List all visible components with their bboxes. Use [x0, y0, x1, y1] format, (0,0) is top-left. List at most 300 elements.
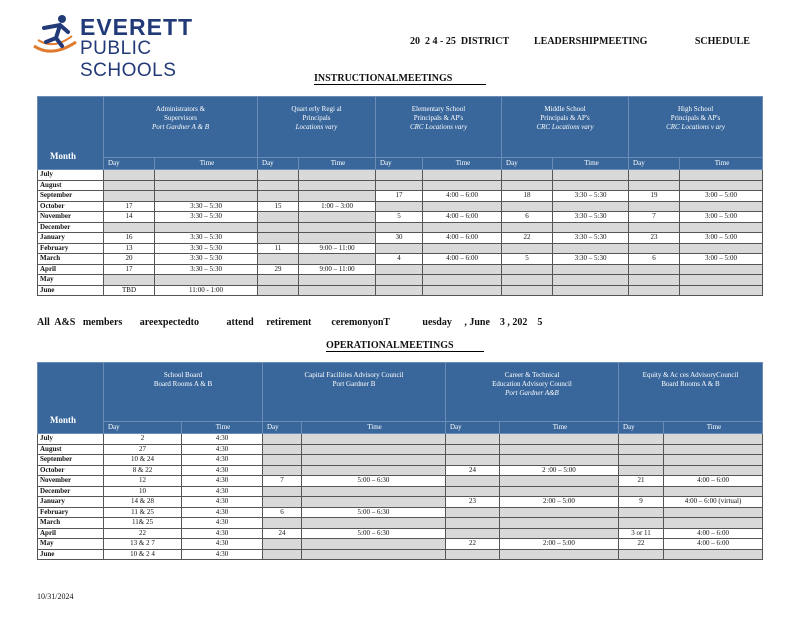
table-row: [38, 201, 763, 212]
day-cell: [629, 201, 680, 212]
day-cell: 6: [502, 212, 553, 223]
retirement-notice: All A&S members areexpectedto attend retirement ceremonyonT uesday , June 3 , 202 5: [37, 317, 543, 328]
day-cell: [263, 486, 302, 497]
time-cell: [553, 285, 629, 296]
day-cell: 19: [629, 191, 680, 202]
subheader-row: [38, 158, 763, 170]
table-row: [38, 465, 763, 476]
month-cell: April: [38, 264, 104, 275]
time-cell: [553, 180, 629, 191]
day-cell: [258, 233, 299, 244]
month-cell: March: [38, 254, 104, 265]
time-cell: [500, 507, 619, 518]
subheader-row: [38, 422, 763, 434]
month-cell: December: [38, 222, 104, 233]
month-cell: June: [38, 285, 104, 296]
logo-line-2: PUBLIC SCHOOLS: [80, 38, 177, 81]
month-cell: January: [38, 233, 104, 244]
time-column-header: Time: [302, 422, 446, 434]
day-cell: 18: [502, 191, 553, 202]
day-cell: 20: [104, 254, 155, 265]
time-cell: 4:00 – 6:00: [664, 539, 763, 550]
day-cell: [263, 518, 302, 529]
day-cell: [619, 507, 664, 518]
day-cell: [619, 455, 664, 466]
group-header-line: Career & Technical: [504, 371, 560, 379]
day-cell: 23: [629, 233, 680, 244]
day-cell: [446, 434, 500, 445]
group-header-line: School Board: [163, 371, 203, 379]
day-cell: 22: [619, 539, 664, 550]
day-cell: 29: [258, 264, 299, 275]
day-cell: [446, 486, 500, 497]
month-cell: May: [38, 275, 104, 286]
time-cell: [553, 170, 629, 181]
day-cell: [619, 465, 664, 476]
runner-logo-icon: [32, 12, 80, 58]
day-cell: [104, 222, 155, 233]
day-cell: 10 & 24: [104, 455, 182, 466]
day-cell: 22: [502, 233, 553, 244]
table-row: [38, 222, 763, 233]
table-row: [38, 434, 763, 445]
time-cell: 3:30 – 5:30: [155, 201, 258, 212]
time-cell: 2:00 – 5:00: [500, 539, 619, 550]
table-row: [38, 539, 763, 550]
time-cell: 9:00 – 11:00: [299, 264, 376, 275]
day-cell: 22: [104, 528, 182, 539]
day-column-header: Day: [104, 158, 155, 170]
day-cell: 27: [104, 444, 182, 455]
day-cell: 8 & 22: [104, 465, 182, 476]
group-header-line: Port Gardner A & B: [151, 123, 210, 131]
day-cell: [376, 243, 423, 254]
day-cell: [629, 180, 680, 191]
time-cell: 4:00 – 6:00: [664, 528, 763, 539]
time-cell: [302, 539, 446, 550]
time-cell: 3:30 – 5:30: [553, 212, 629, 223]
group-header: [446, 363, 619, 422]
month-cell: March: [38, 518, 104, 529]
time-cell: 4:30: [182, 434, 263, 445]
time-cell: 4:30: [182, 476, 263, 487]
day-cell: [502, 275, 553, 286]
time-cell: 4:30: [182, 486, 263, 497]
month-cell: August: [38, 180, 104, 191]
time-cell: [302, 444, 446, 455]
group-header: [263, 363, 446, 422]
time-cell: 4:30: [182, 518, 263, 529]
day-cell: [263, 455, 302, 466]
time-cell: 4:30: [182, 455, 263, 466]
time-cell: [664, 455, 763, 466]
time-column-header: Time: [182, 422, 263, 434]
group-header-line: Equity & Ac ces AdvisoryCouncil: [642, 371, 739, 379]
time-cell: 4:00 – 6:00: [423, 233, 502, 244]
time-cell: 3:00 – 5:00: [680, 212, 763, 223]
table-row: [38, 507, 763, 518]
day-cell: 11 & 25: [104, 507, 182, 518]
group-header: [104, 363, 263, 422]
time-column-header: Time: [500, 422, 619, 434]
time-cell: [299, 191, 376, 202]
month-cell: September: [38, 455, 104, 466]
day-cell: [104, 180, 155, 191]
group-header-line: Capital Facilities Advisory Council: [304, 371, 404, 379]
day-cell: [502, 201, 553, 212]
day-cell: [104, 191, 155, 202]
time-cell: 11:00 - 1:00: [155, 285, 258, 296]
instructional-section-title: INSTRUCTIONALMEETINGS: [314, 73, 486, 85]
time-cell: 3:30 – 5:30: [155, 254, 258, 265]
time-cell: [664, 444, 763, 455]
day-cell: [258, 191, 299, 202]
day-cell: 7: [263, 476, 302, 487]
day-cell: [376, 201, 423, 212]
time-cell: [680, 222, 763, 233]
day-cell: 17: [104, 264, 155, 275]
day-cell: [629, 275, 680, 286]
time-cell: 2:00 – 5:00: [500, 497, 619, 508]
time-cell: [664, 465, 763, 476]
time-column-header: Time: [553, 158, 629, 170]
month-cell: May: [38, 539, 104, 550]
day-cell: 6: [629, 254, 680, 265]
time-cell: [680, 285, 763, 296]
group-header-line: Supervisors: [163, 114, 198, 122]
group-header-line: Education Advisory Council: [492, 380, 572, 388]
time-cell: [299, 275, 376, 286]
group-header-line: Principals & AP's: [413, 114, 464, 122]
day-cell: [263, 539, 302, 550]
time-cell: [423, 180, 502, 191]
time-cell: [423, 201, 502, 212]
group-header-line: Quart erly Regi al: [291, 105, 342, 113]
day-cell: [619, 434, 664, 445]
document-title: 20 2 4 - 25 DISTRICT LEADERSHIPMEETING SCHEDULE: [410, 36, 750, 47]
time-column-header: Time: [423, 158, 502, 170]
time-cell: 4:30: [182, 528, 263, 539]
instructional-meetings-table: [37, 96, 763, 296]
time-cell: 4:30: [182, 444, 263, 455]
time-cell: [155, 170, 258, 181]
group-header: [376, 97, 502, 158]
time-cell: 3:30 – 5:30: [155, 212, 258, 223]
time-cell: [500, 518, 619, 529]
time-cell: [500, 528, 619, 539]
group-header-line: CRC Locations vary: [536, 123, 594, 131]
day-cell: [629, 243, 680, 254]
time-cell: 4:30: [182, 549, 263, 560]
day-column-header: Day: [104, 422, 182, 434]
table-row: [38, 275, 763, 286]
day-cell: [502, 180, 553, 191]
time-cell: [500, 476, 619, 487]
time-cell: [423, 170, 502, 181]
time-cell: [423, 285, 502, 296]
time-cell: [302, 549, 446, 560]
time-cell: [500, 444, 619, 455]
time-cell: 4:30: [182, 465, 263, 476]
time-cell: [155, 275, 258, 286]
table-row: [38, 486, 763, 497]
day-cell: 10 & 2 4: [104, 549, 182, 560]
time-cell: [302, 497, 446, 508]
day-cell: 10: [104, 486, 182, 497]
time-cell: [423, 275, 502, 286]
table-row: [38, 476, 763, 487]
day-cell: 13 & 2 7: [104, 539, 182, 550]
day-cell: [619, 486, 664, 497]
table-row: [38, 243, 763, 254]
day-cell: [446, 549, 500, 560]
time-cell: 4:00 – 6:00: [423, 212, 502, 223]
table-row: [38, 191, 763, 202]
day-cell: 23: [446, 497, 500, 508]
table-row: [38, 170, 763, 181]
day-cell: 17: [104, 201, 155, 212]
day-cell: [376, 275, 423, 286]
day-cell: 5: [502, 254, 553, 265]
day-cell: 14 & 28: [104, 497, 182, 508]
time-cell: [299, 254, 376, 265]
time-cell: [680, 201, 763, 212]
day-cell: [263, 497, 302, 508]
day-column-header: Day: [263, 422, 302, 434]
header-row: [38, 97, 763, 158]
time-cell: 3:30 – 5:30: [155, 264, 258, 275]
day-cell: 5: [376, 212, 423, 223]
time-cell: [664, 518, 763, 529]
day-cell: [258, 254, 299, 265]
time-cell: [155, 191, 258, 202]
time-cell: [553, 243, 629, 254]
time-cell: 5:00 – 6:30: [302, 528, 446, 539]
time-cell: [423, 264, 502, 275]
day-cell: 12: [104, 476, 182, 487]
month-cell: January: [38, 497, 104, 508]
month-cell: August: [38, 444, 104, 455]
time-cell: 3:30 – 5:30: [553, 191, 629, 202]
day-column-header: Day: [446, 422, 500, 434]
month-cell: April: [38, 528, 104, 539]
day-cell: [263, 465, 302, 476]
day-cell: [619, 549, 664, 560]
time-cell: [553, 222, 629, 233]
table-row: [38, 444, 763, 455]
day-cell: [258, 212, 299, 223]
day-cell: 6: [263, 507, 302, 518]
day-cell: [446, 476, 500, 487]
day-cell: [446, 444, 500, 455]
month-cell: December: [38, 486, 104, 497]
table-row: [38, 497, 763, 508]
month-cell: October: [38, 465, 104, 476]
time-cell: [299, 222, 376, 233]
time-cell: [423, 243, 502, 254]
table-row: [38, 528, 763, 539]
day-cell: [619, 444, 664, 455]
time-cell: 3:00 – 5:00: [680, 254, 763, 265]
time-cell: [299, 285, 376, 296]
time-cell: 2 :00 – 5:00: [500, 465, 619, 476]
day-cell: 24: [446, 465, 500, 476]
day-cell: 16: [104, 233, 155, 244]
group-header-line: CRC Locations vary: [409, 123, 468, 131]
time-cell: 4:00 – 6:00: [664, 476, 763, 487]
time-cell: [664, 486, 763, 497]
time-cell: [500, 455, 619, 466]
day-cell: [502, 264, 553, 275]
day-cell: 24: [263, 528, 302, 539]
day-cell: 4: [376, 254, 423, 265]
group-header-line: Principals: [302, 114, 331, 122]
day-cell: [446, 528, 500, 539]
day-cell: 17: [376, 191, 423, 202]
group-header-line: Locations vary: [295, 123, 338, 131]
header-row: [38, 363, 763, 422]
day-cell: [376, 180, 423, 191]
day-cell: [446, 455, 500, 466]
day-cell: [629, 264, 680, 275]
group-header: [629, 97, 763, 158]
time-cell: 3:30 – 5:30: [155, 233, 258, 244]
day-cell: 9: [619, 497, 664, 508]
day-cell: 15: [258, 201, 299, 212]
time-cell: 3:00 – 5:00: [680, 191, 763, 202]
time-column-header: Time: [299, 158, 376, 170]
day-column-header: Day: [502, 158, 553, 170]
time-column-header: Time: [155, 158, 258, 170]
day-cell: [258, 285, 299, 296]
table-row: [38, 285, 763, 296]
time-cell: 5:00 – 6:30: [302, 476, 446, 487]
time-cell: [302, 518, 446, 529]
time-cell: [553, 264, 629, 275]
time-column-header: Time: [680, 158, 763, 170]
day-cell: [446, 518, 500, 529]
month-cell: November: [38, 476, 104, 487]
logo-line-1: EVERETT: [80, 14, 194, 40]
table-row: [38, 180, 763, 191]
time-cell: 3:30 – 5:30: [553, 254, 629, 265]
month-cell: June: [38, 549, 104, 560]
time-cell: [155, 222, 258, 233]
time-cell: [299, 233, 376, 244]
day-column-header: Day: [376, 158, 423, 170]
group-header-line: Principals & AP's: [670, 114, 721, 122]
day-cell: [502, 222, 553, 233]
time-cell: 3:30 – 5:30: [155, 243, 258, 254]
day-cell: 3 or 11: [619, 528, 664, 539]
time-cell: [423, 222, 502, 233]
month-cell: February: [38, 507, 104, 518]
table-row: [38, 264, 763, 275]
month-cell: September: [38, 191, 104, 202]
month-cell: July: [38, 434, 104, 445]
day-cell: 22: [446, 539, 500, 550]
time-cell: 4:00 – 6:00: [423, 191, 502, 202]
day-cell: 30: [376, 233, 423, 244]
group-header-line: High School: [677, 105, 714, 113]
day-column-header: Day: [258, 158, 299, 170]
day-cell: [258, 275, 299, 286]
day-column-header: Day: [619, 422, 664, 434]
table-row: [38, 254, 763, 265]
table-row: [38, 455, 763, 466]
day-cell: 14: [104, 212, 155, 223]
table-row: [38, 518, 763, 529]
day-cell: [104, 170, 155, 181]
day-cell: [502, 285, 553, 296]
time-cell: [302, 486, 446, 497]
day-cell: [629, 222, 680, 233]
group-header-line: Principals & AP's: [540, 114, 590, 122]
time-cell: [553, 275, 629, 286]
group-header: [502, 97, 629, 158]
table-row: [38, 549, 763, 560]
day-cell: [629, 285, 680, 296]
time-cell: 3:30 – 5:30: [553, 233, 629, 244]
time-cell: [500, 549, 619, 560]
day-cell: [502, 170, 553, 181]
group-header-line: Middle School: [544, 105, 586, 113]
district-logo: [32, 12, 242, 81]
time-cell: [664, 434, 763, 445]
day-cell: 11: [258, 243, 299, 254]
time-cell: 4:30: [182, 539, 263, 550]
time-cell: [664, 507, 763, 518]
month-cell: February: [38, 243, 104, 254]
time-cell: 1:00 – 3:00: [299, 201, 376, 212]
day-cell: [376, 222, 423, 233]
footer-date: 10/31/2024: [37, 592, 74, 601]
time-cell: [299, 180, 376, 191]
time-cell: [302, 465, 446, 476]
group-header-line: Board Rooms A & B: [153, 380, 213, 388]
group-header: [619, 363, 763, 422]
group-header-line: Administrators &: [155, 105, 206, 113]
day-cell: [376, 264, 423, 275]
month-header: Month: [38, 363, 104, 434]
day-cell: [263, 434, 302, 445]
day-cell: 2: [104, 434, 182, 445]
group-header-line: Board Rooms A & B: [661, 380, 720, 388]
time-cell: [299, 170, 376, 181]
group-header-line: Elementary School: [411, 105, 466, 113]
group-header: [258, 97, 376, 158]
time-cell: 9:00 – 11:00: [299, 243, 376, 254]
month-cell: July: [38, 170, 104, 181]
time-cell: [500, 434, 619, 445]
day-cell: [619, 518, 664, 529]
time-cell: [680, 275, 763, 286]
time-cell: [302, 455, 446, 466]
table-row: [38, 233, 763, 244]
operational-meetings-table: [37, 362, 763, 560]
month-cell: November: [38, 212, 104, 223]
day-cell: 21: [619, 476, 664, 487]
day-cell: [263, 444, 302, 455]
day-cell: [376, 170, 423, 181]
day-cell: TBD: [104, 285, 155, 296]
day-cell: [446, 507, 500, 518]
day-cell: [629, 170, 680, 181]
day-cell: [258, 180, 299, 191]
time-cell: [680, 243, 763, 254]
time-cell: [680, 180, 763, 191]
month-header: Month: [38, 97, 104, 170]
